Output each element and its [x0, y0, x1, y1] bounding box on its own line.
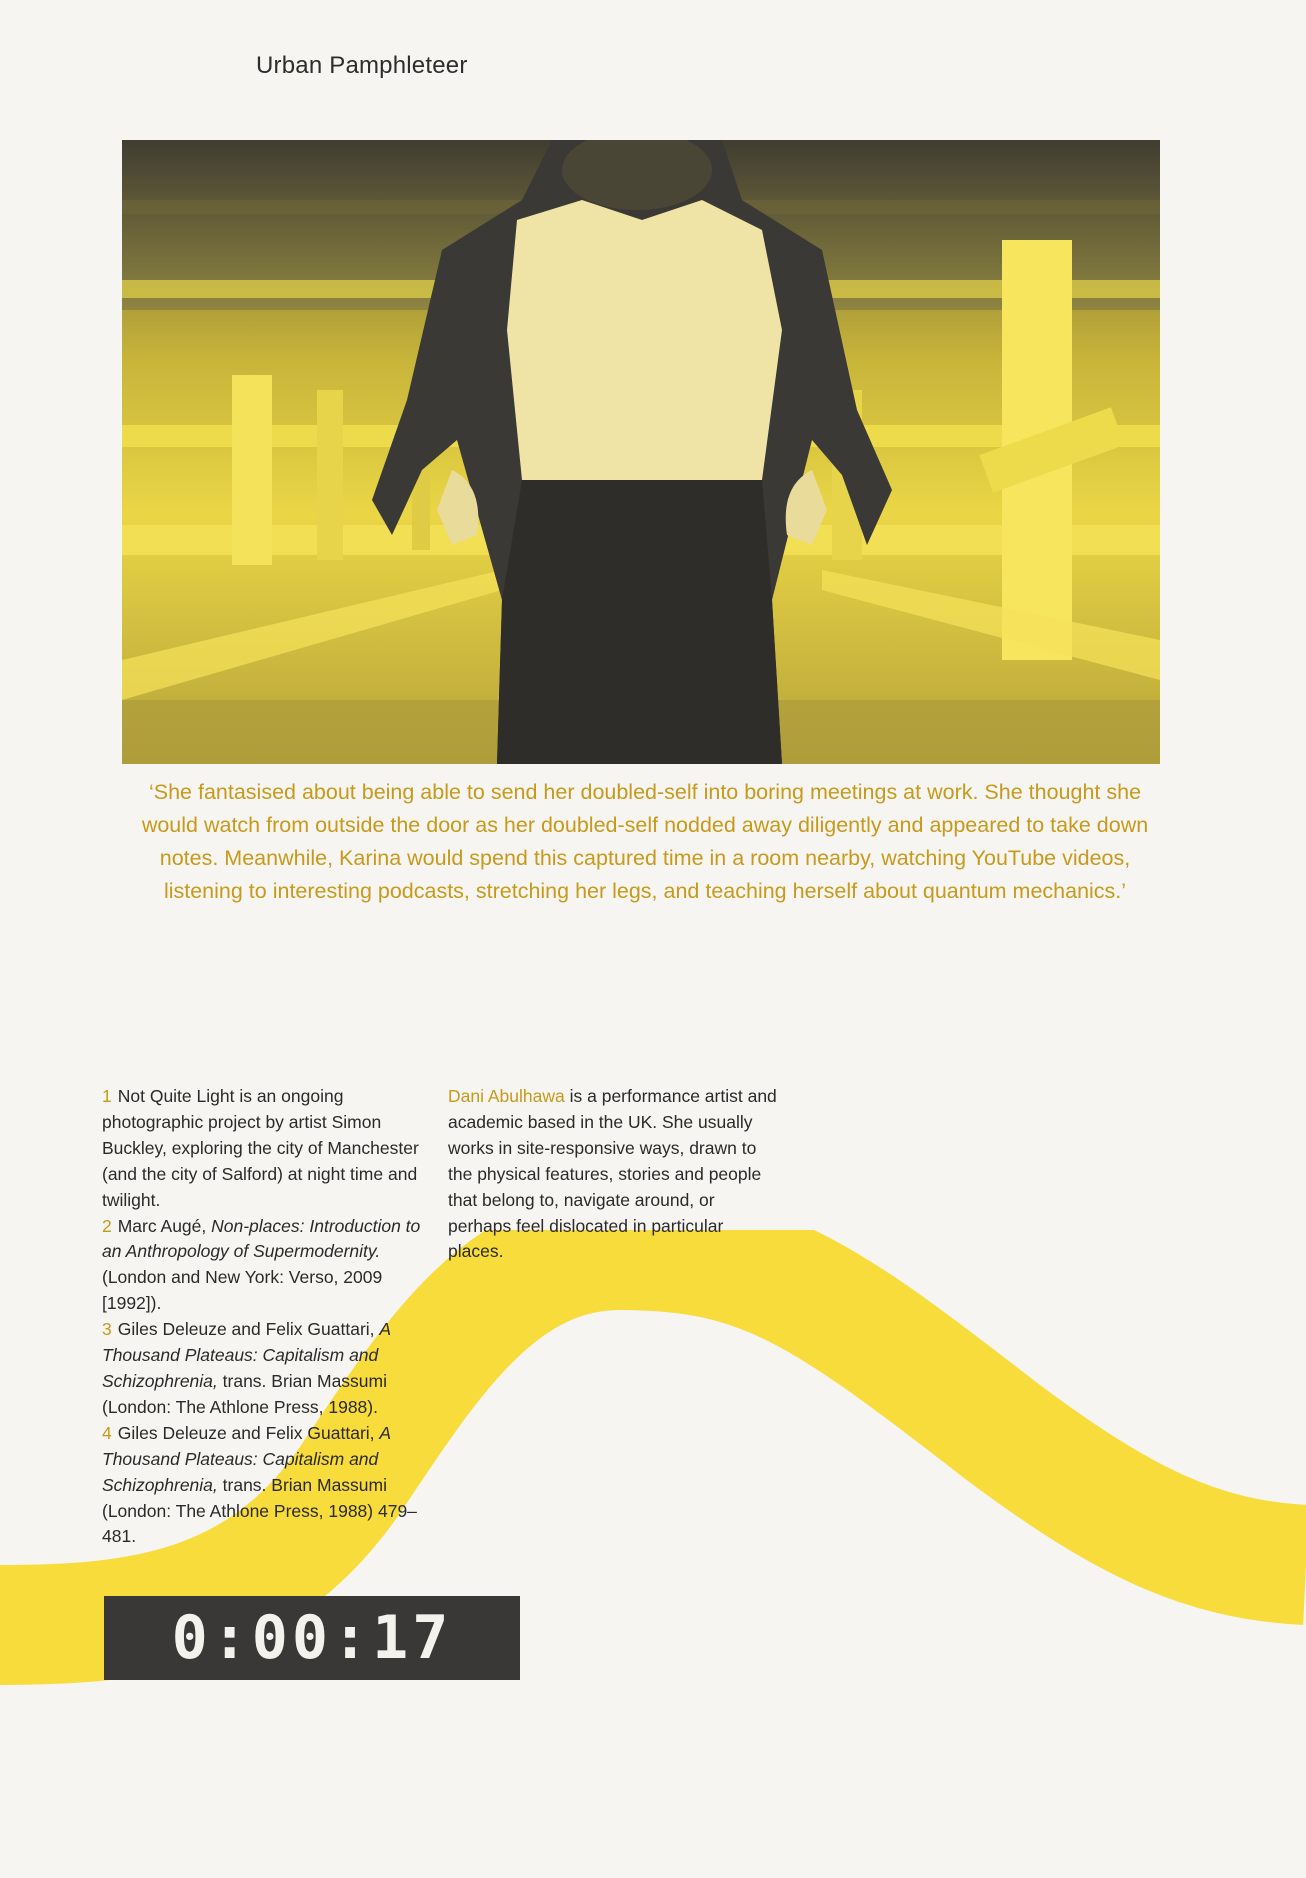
footnote-text: Giles Deleuze and Felix Guattari, — [117, 1319, 380, 1340]
running-title: Urban Pamphleteer — [256, 52, 468, 79]
footnote-text: Not Quite Light is an ongoing photographic project by artist Simon Buckley, exploring the city of Manchester (and the city of Salford) at night time and twilight. — [102, 1086, 419, 1210]
footnote-number: 3 — [102, 1319, 112, 1340]
timecode-display — [104, 1596, 520, 1680]
author-name: Dani Abulhawa — [448, 1086, 565, 1106]
footnote-4 — [102, 1421, 432, 1551]
footnote-3 — [102, 1317, 432, 1421]
pull-quote-caption: ‘She fantasised about being able to send her doubled-self into boring meetings at work. She thought she would watch from outside the door as her doubled-self nodded away diligently and appeared to take down notes. Meanwhile, Karina would spend this captured time in a room nearby, watching YouTube videos, listening to interesting podcasts, stretching her legs, and teaching herself about quantum mechanics.’ — [141, 780, 1149, 903]
feature-photo — [122, 140, 1160, 764]
footnote-text: Giles Deleuze and Felix Guattari, — [117, 1422, 380, 1443]
footnotes — [102, 1084, 432, 1550]
author-bio-text: is a performance artist and academic based in the UK. She usually works in site-responsive ways, drawn to the physical features, stories and people that belong to, navigate around, or perhaps feel dislocated in particular places. — [448, 1086, 777, 1262]
footnote-2 — [102, 1214, 432, 1318]
footnote-number: 4 — [102, 1422, 112, 1443]
timecode-value: 0:00:17 — [171, 1603, 453, 1673]
footnote-title: A Thousand Plateaus: Capitalism and Schizophrenia, — [102, 1319, 391, 1391]
footnote-number: 1 — [102, 1086, 112, 1106]
footnote-1 — [102, 1084, 432, 1214]
footnote-text: trans. Brian Massumi (London: The Athlone Press, 1988). — [102, 1370, 387, 1417]
footnote-title: A Thousand Plateaus: Capitalism and Schizophrenia, — [102, 1422, 391, 1495]
footnote-text: trans. Brian Massumi (London: The Athlone Press, 1988) 479–481. — [102, 1474, 417, 1547]
footnote-number: 2 — [102, 1215, 112, 1236]
author-bio — [448, 1084, 778, 1265]
photo-woman-car-park — [122, 140, 1160, 764]
footnote-title: Non-places: Introduction to an Anthropology of Supermodernity. — [102, 1215, 421, 1262]
footnote-text: (London and New York: Verso, 2009 [1992]). — [102, 1267, 383, 1314]
footnote-text: Marc Augé, — [117, 1215, 212, 1236]
